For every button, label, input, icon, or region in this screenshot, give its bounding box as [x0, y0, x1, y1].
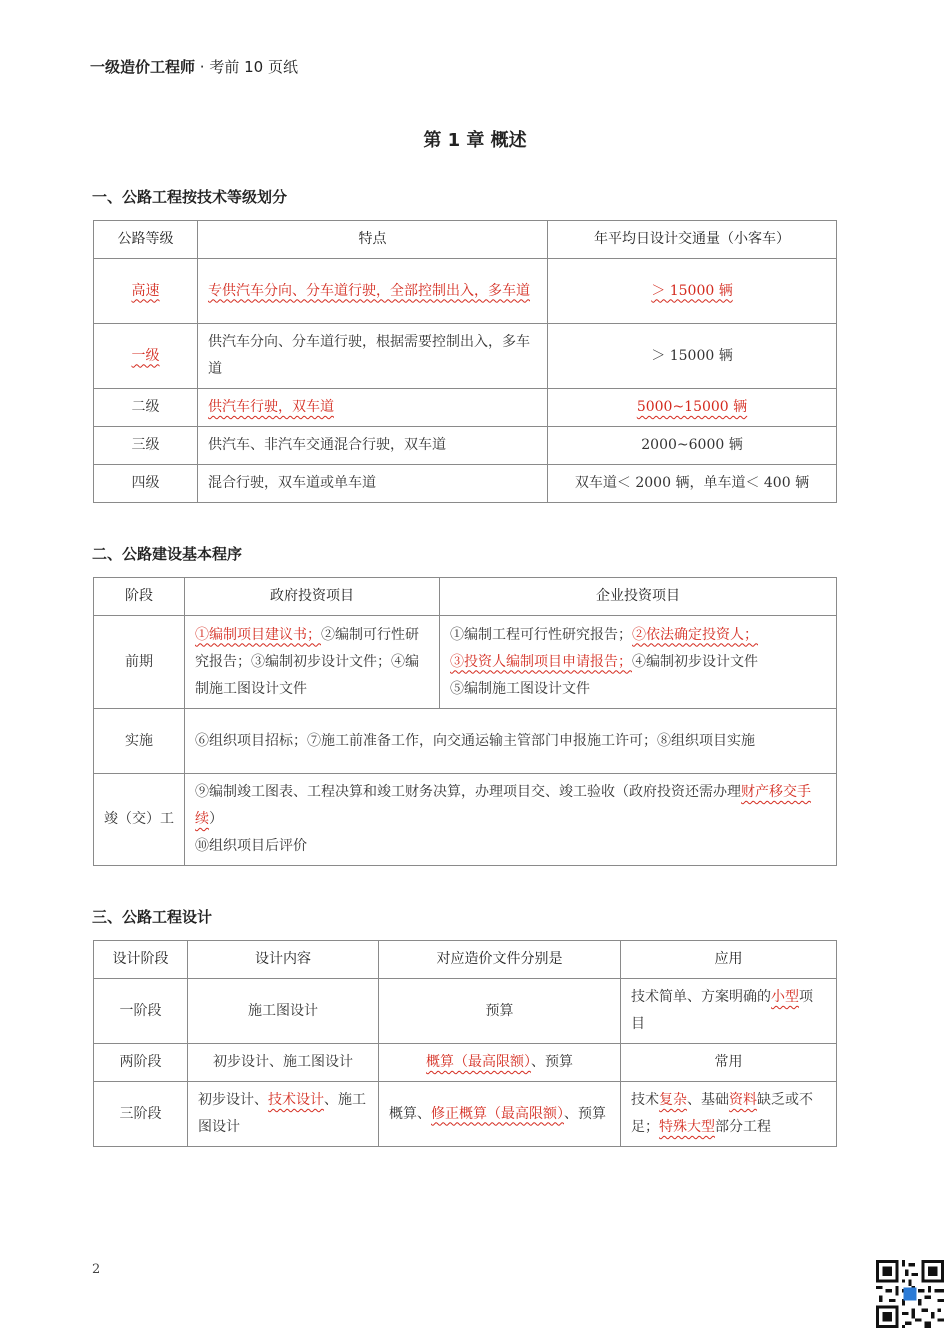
ent-item-red: ②依法确定投资人；	[632, 626, 758, 643]
table-header-row	[94, 578, 837, 616]
content-text-red: 技术设计	[268, 1092, 324, 1108]
ent-cell	[440, 616, 837, 709]
table-row	[94, 427, 837, 465]
col-header: 年平均日设计交通量（小客车）	[548, 221, 837, 259]
cost-text-red: 概算（最高限额）	[426, 1054, 531, 1070]
traffic-cell: 2000~6000 辆	[641, 437, 743, 453]
stage-cell: 一阶段	[94, 979, 188, 1044]
app-cell	[621, 979, 837, 1044]
table-row	[94, 979, 837, 1044]
grade-cell: 三级	[131, 437, 160, 453]
traffic-cell: ＞ 15000 辆	[651, 282, 733, 299]
app-text: 、基础	[687, 1092, 729, 1108]
completion-text-red: 财产移交手续	[195, 784, 811, 827]
stage-cell: 前期	[94, 616, 185, 709]
header-subtitle: 考前 10 页纸	[209, 58, 298, 76]
table-row	[94, 324, 837, 389]
grade-cell: 二级	[131, 399, 160, 415]
stage-cell: 实施	[94, 709, 185, 774]
table-row	[94, 259, 837, 324]
app-cell	[621, 1082, 837, 1147]
table-header-row	[94, 941, 837, 979]
col-header: 公路等级	[94, 221, 198, 259]
col-header: 阶段	[94, 578, 185, 616]
table-row	[94, 1082, 837, 1147]
design-table	[93, 940, 837, 1147]
app-text-red: 复杂	[659, 1092, 687, 1108]
grade-cell: 四级	[131, 475, 160, 491]
table-row	[94, 774, 837, 866]
content-text: 初步设计、	[198, 1092, 268, 1108]
app-cell: 常用	[621, 1044, 837, 1082]
col-header: 设计内容	[188, 941, 379, 979]
content-cell: 施工图设计	[188, 979, 379, 1044]
cost-text: 、预算	[564, 1105, 606, 1122]
cost-cell	[379, 1044, 621, 1082]
grade-cell: 一级	[131, 347, 160, 364]
app-text-red: 资料	[729, 1092, 757, 1108]
col-header: 政府投资项目	[185, 578, 440, 616]
header-dot: ·	[195, 58, 210, 76]
table-row	[94, 1044, 837, 1082]
col-header: 设计阶段	[94, 941, 188, 979]
table-row	[94, 616, 837, 709]
feature-cell: 专供汽车分向、分车道行驶，全部控制出入，多车道	[208, 282, 530, 299]
ent-item: ①编制工程可行性研究报告；	[450, 626, 632, 643]
feature-cell: 供汽车行驶，双车道	[208, 399, 334, 415]
col-header: 应用	[621, 941, 837, 979]
app-text: 项目	[631, 989, 813, 1032]
gov-items: ②编制可行性研究报告；③编制初步设计文件；④编制施工图设计文件	[195, 626, 419, 697]
running-header	[90, 56, 298, 77]
traffic-cell: ＞ 15000 辆	[651, 347, 733, 364]
grade-cell: 高速	[131, 282, 160, 299]
app-text-red: 特殊大型	[659, 1119, 715, 1135]
implement-cell: ⑥组织项目招标；⑦施工前准备工作，向交通运输主管部门申报施工许可；⑧组织项目实施	[185, 709, 837, 774]
completion-cell	[185, 774, 837, 866]
feature-cell: 混合行驶，双车道或单车道	[208, 475, 376, 491]
traffic-cell: 双车道＜ 2000 辆，单车道＜ 400 辆	[574, 475, 810, 491]
procedure-table	[93, 577, 837, 866]
gov-cell	[185, 616, 440, 709]
app-text: 技术	[631, 1092, 659, 1108]
ent-item-red: ③投资人编制项目申请报告；	[450, 653, 632, 670]
completion-text: ⑨编制竣工图表、工程决算和竣工财务决算，办理项目交、竣工验收（政府投资还需办理	[195, 784, 741, 800]
section2-title: 二、公路建设基本程序	[92, 545, 243, 563]
stage-cell: 三阶段	[94, 1082, 188, 1147]
qr-code-icon	[876, 1260, 944, 1328]
app-text: 缺乏或不足；	[631, 1092, 813, 1135]
header-series: 一级造价工程师	[90, 58, 196, 76]
table-row	[94, 389, 837, 427]
app-text-red: 小型	[771, 989, 799, 1005]
content-text: 、施工图设计	[198, 1092, 366, 1135]
stage-cell: 两阶段	[94, 1044, 188, 1082]
page-number: 2	[92, 1262, 101, 1277]
app-text: 技术简单、方案明确的	[631, 989, 771, 1005]
app-text: 部分工程	[715, 1119, 771, 1135]
completion-text: ⑩组织项目后评价	[195, 838, 307, 854]
table-row	[94, 465, 837, 503]
section1-title: 一、公路工程按技术等级划分	[92, 188, 288, 206]
grade-table	[93, 220, 837, 503]
table-header-row	[94, 221, 837, 259]
chapter-title: 第 1 章 概述	[423, 130, 527, 151]
content-cell: 初步设计、施工图设计	[188, 1044, 379, 1082]
col-header: 特点	[198, 221, 548, 259]
stage-cell: 竣（交）工	[94, 774, 185, 866]
feature-cell: 供汽车、非汽车交通混合行驶，双车道	[208, 437, 446, 453]
feature-cell: 供汽车分向、分车道行驶，根据需要控制出入，多车道	[208, 334, 530, 377]
completion-text: ）	[209, 811, 223, 827]
col-header: 对应造价文件分别是	[379, 941, 621, 979]
traffic-cell: 5000~15000 辆	[636, 399, 748, 415]
table-row	[94, 709, 837, 774]
gov-item-red: ①编制项目建议书；	[195, 626, 321, 643]
section3-title: 三、公路工程设计	[92, 908, 213, 926]
cost-cell	[379, 1082, 621, 1147]
cost-text: 概算、	[389, 1105, 431, 1122]
ent-item: ⑤编制施工图设计文件	[450, 680, 590, 697]
col-header: 企业投资项目	[440, 578, 837, 616]
content-cell	[188, 1082, 379, 1147]
cost-text-red: 修正概算（最高限额）	[431, 1105, 564, 1122]
cost-cell: 预算	[379, 979, 621, 1044]
cost-text: 、预算	[531, 1054, 573, 1070]
ent-item: ④编制初步设计文件	[632, 653, 758, 670]
